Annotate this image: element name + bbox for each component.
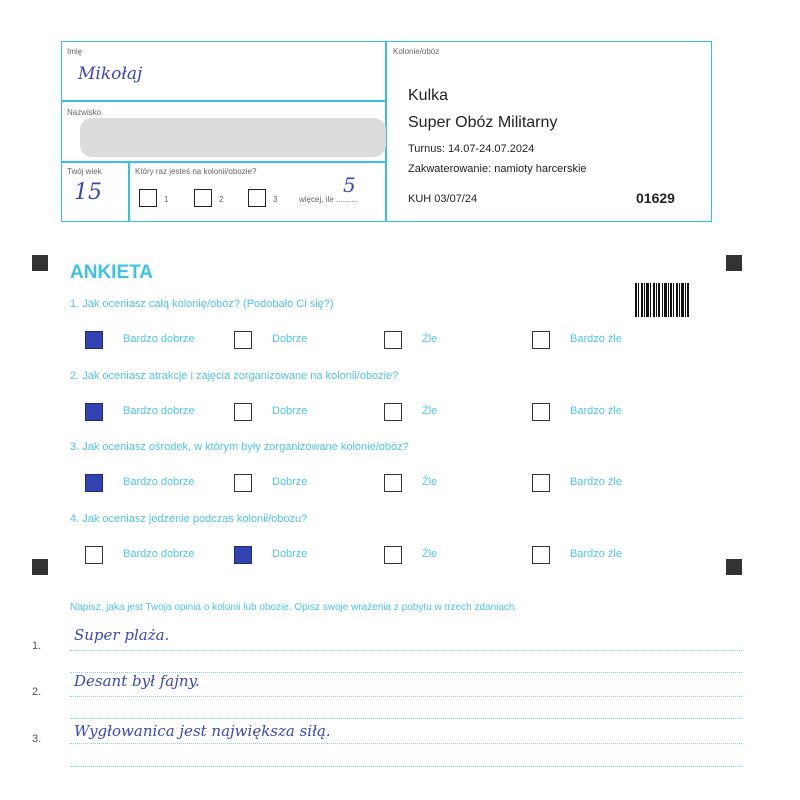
question-2-option-2-checkbox[interactable]	[234, 403, 252, 421]
question-1-option-1-label: Bardzo dobrze	[123, 333, 195, 345]
question-3-option-1-label: Bardzo dobrze	[123, 476, 195, 488]
question-1-option-3-checkbox[interactable]	[384, 331, 402, 349]
last-name-label: Nazwisko	[67, 108, 102, 117]
question-3-option-3-label: Źle	[422, 476, 438, 488]
question-4-option-1-checkbox[interactable]	[85, 546, 103, 564]
age-value[interactable]: 15	[74, 180, 102, 205]
first-name-label: Imię	[67, 47, 83, 56]
question-1-text: 1. Jak oceniasz całą kolonię/obóz? (Podobało Ci się?)	[70, 298, 334, 310]
question-4-option-1-label: Bardzo dobrze	[123, 548, 195, 560]
question-3-option-1-checkbox[interactable]	[85, 474, 103, 492]
opinion-dotline-3a	[70, 743, 742, 744]
question-1-option-2-label: Dobrze	[272, 333, 308, 345]
question-3-option-4-checkbox[interactable]	[532, 474, 550, 492]
question-1-option-4-label: Bardzo źle	[570, 333, 622, 345]
question-1-option-2-checkbox[interactable]	[234, 331, 252, 349]
opinion-line-1-number: 1.	[32, 640, 42, 652]
question-2-option-1-checkbox[interactable]	[85, 403, 103, 421]
question-3-option-4-label: Bardzo źle	[570, 476, 622, 488]
first-name-value[interactable]: Mikołaj	[78, 64, 143, 84]
camp-code: KUH 03/07/24	[408, 193, 478, 205]
question-4-option-4-checkbox[interactable]	[532, 546, 550, 564]
question-2-option-1-label: Bardzo dobrze	[123, 405, 195, 417]
question-4-option-3-checkbox[interactable]	[384, 546, 402, 564]
times-option-2-checkbox[interactable]	[194, 189, 212, 207]
opinion-line-1-text[interactable]: Super plaża.	[74, 626, 170, 644]
times-more-label: więcej, ile ..........	[299, 195, 359, 204]
question-2-option-4-label: Bardzo źle	[570, 405, 622, 417]
times-option-1-checkbox[interactable]	[139, 189, 157, 207]
header-divider-age	[128, 161, 130, 222]
barcode	[635, 283, 689, 317]
registration-mark-top-left	[32, 255, 48, 271]
question-3-option-3-checkbox[interactable]	[384, 474, 402, 492]
opinion-line-2-text[interactable]: Desant był fajny.	[74, 672, 200, 690]
question-2-option-2-label: Dobrze	[272, 405, 308, 417]
opinion-dotline-1a	[70, 650, 742, 651]
header-divider-h2	[61, 161, 386, 163]
opinion-line-3-number: 3.	[32, 733, 42, 745]
opinion-dotline-2a	[70, 696, 742, 697]
question-1-option-3-label: Źle	[422, 333, 438, 345]
survey-title: ANKIETA	[70, 262, 154, 283]
camp-label: Kolonie/obóz	[393, 47, 440, 56]
camp-turnus: Turnus: 14.07-24.07.2024	[408, 143, 535, 155]
question-2-option-3-checkbox[interactable]	[384, 403, 402, 421]
opinion-line-2-number: 2.	[32, 686, 42, 698]
times-option-3-label: 3	[273, 195, 278, 204]
registration-mark-top-right	[726, 255, 742, 271]
times-option-3-checkbox[interactable]	[248, 189, 266, 207]
question-2-option-4-checkbox[interactable]	[532, 403, 550, 421]
header-divider-h1	[61, 100, 386, 102]
registration-mark-bottom-right	[726, 559, 742, 575]
camp-title: Super Obóz Militarny	[408, 114, 558, 131]
opinion-line-3-text[interactable]: Wygłowanica jest największa siłą.	[74, 722, 331, 740]
times-option-1-label: 1	[164, 195, 169, 204]
form-number: 01629	[636, 190, 675, 206]
last-name-redacted	[80, 118, 386, 157]
times-more-value[interactable]: 5	[343, 173, 356, 197]
question-3-option-2-label: Dobrze	[272, 476, 308, 488]
question-4-option-4-label: Bardzo źle	[570, 548, 622, 560]
times-label: Który raz jesteś na kolonii/obozie?	[135, 167, 257, 176]
times-option-2-label: 2	[219, 195, 224, 204]
opinion-prompt: Napisz, jaka jest Twoja opinia o kolonii lub obozie. Opisz swoje wrażenia z pobytu w trzech zdaniach.	[70, 602, 518, 613]
question-1-option-4-checkbox[interactable]	[532, 331, 550, 349]
question-4-option-2-label: Dobrze	[272, 548, 308, 560]
question-2-option-3-label: Źle	[422, 405, 438, 417]
camp-name: Kulka	[408, 87, 449, 104]
camp-accommodation: Zakwaterowanie: namioty harcerskie	[408, 163, 587, 175]
question-2-text: 2. Jak oceniasz atrakcje i zajęcia zorganizowane na kolonii/obozie?	[70, 370, 399, 382]
opinion-dotline-3b	[70, 766, 742, 767]
question-3-option-2-checkbox[interactable]	[234, 474, 252, 492]
opinion-dotline-2b	[70, 718, 742, 719]
question-4-option-2-checkbox[interactable]	[234, 546, 252, 564]
question-4-option-3-label: Źle	[422, 548, 438, 560]
question-3-text: 3. Jak oceniasz ośrodek, w którym były zorganizowane kolonie/obóz?	[70, 441, 409, 453]
question-1-option-1-checkbox[interactable]	[85, 331, 103, 349]
age-label: Twój wiek	[67, 167, 102, 176]
question-4-text: 4. Jak oceniasz jedzenie podczas kolonii/obozu?	[70, 513, 308, 525]
registration-mark-bottom-left	[32, 559, 48, 575]
